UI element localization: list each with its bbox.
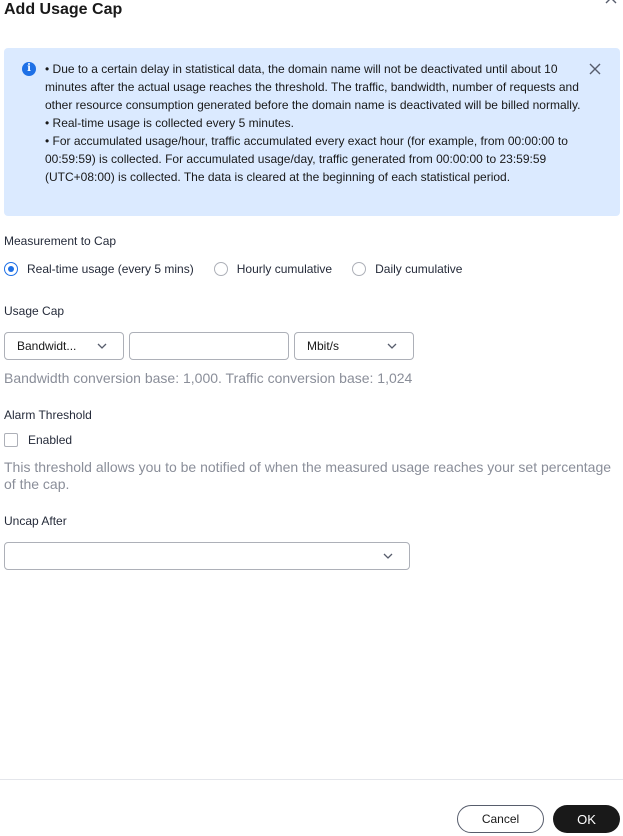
ok-button[interactable]: OK <box>553 805 620 833</box>
unit-select-value: Mbit/s <box>307 339 340 353</box>
radio-option-daily[interactable] <box>352 262 462 276</box>
radio-label: Hourly cumulative <box>236 262 333 276</box>
chevron-down-icon <box>382 550 394 562</box>
radio-option-realtime[interactable] <box>4 262 194 276</box>
radio-button[interactable] <box>352 262 366 276</box>
cap-amount-input-wrapper <box>129 332 289 360</box>
notice-banner <box>4 48 620 216</box>
notice-line: • Due to a certain delay in statistical data, the domain name will not be deactivated until about 10 minutes after the actual usage reaches the threshold. The traffic, bandwidth, number of requests and other resource consumption generated before the domain name is deactivated will be billed normally. <box>45 62 581 112</box>
unit-select[interactable] <box>294 332 414 360</box>
radio-label: Daily cumulative <box>375 262 463 276</box>
cancel-button[interactable]: Cancel <box>457 805 544 833</box>
notice-line: • For accumulated usage/hour, traffic accumulated every exact hour (for example, from 00:00:00 to 00:59:59) is collected. For accumulated usage/day, traffic generated from 00:00:00 to 23:59:59 (UTC+08:00) is collected. The data is cleared at the beginning of each statistical period. <box>45 134 568 184</box>
footer-divider <box>0 779 623 780</box>
measurement-radio-group <box>4 262 482 276</box>
dialog-close-icon[interactable] <box>605 0 617 4</box>
alarm-threshold-label: Alarm Threshold <box>4 408 92 422</box>
checkbox-label: Enabled <box>28 433 73 447</box>
chevron-down-icon <box>96 340 108 352</box>
measurement-label: Measurement to Cap <box>4 234 117 248</box>
alarm-hint: This threshold allows you to be notified of when the measured usage reaches your set percentage of the cap. <box>4 459 612 492</box>
conversion-hint: Bandwidth conversion base: 1,000. Traffic conversion base: 1,024 <box>4 370 413 386</box>
chevron-down-icon <box>386 340 398 352</box>
radio-button-checked[interactable] <box>4 262 18 276</box>
info-icon: i <box>22 62 36 76</box>
alarm-enabled-checkbox[interactable] <box>4 433 18 447</box>
close-icon[interactable] <box>588 62 602 76</box>
radio-label: Real-time usage (every 5 mins) <box>27 262 194 276</box>
usage-cap-label: Usage Cap <box>4 304 65 318</box>
metric-select[interactable] <box>4 332 124 360</box>
uncap-after-label: Uncap After <box>4 514 67 528</box>
uncap-after-select[interactable] <box>4 542 410 570</box>
notice-line: • Real-time usage is collected every 5 minutes. <box>45 116 294 130</box>
alarm-enabled-checkbox-row[interactable] <box>4 433 72 447</box>
dialog-title: Add Usage Cap <box>4 1 123 18</box>
radio-option-hourly[interactable] <box>214 262 332 276</box>
metric-select-value: Bandwidt... <box>17 339 77 353</box>
notice-text <box>45 60 585 186</box>
radio-button[interactable] <box>214 262 228 276</box>
cap-amount-input[interactable] <box>130 333 288 359</box>
